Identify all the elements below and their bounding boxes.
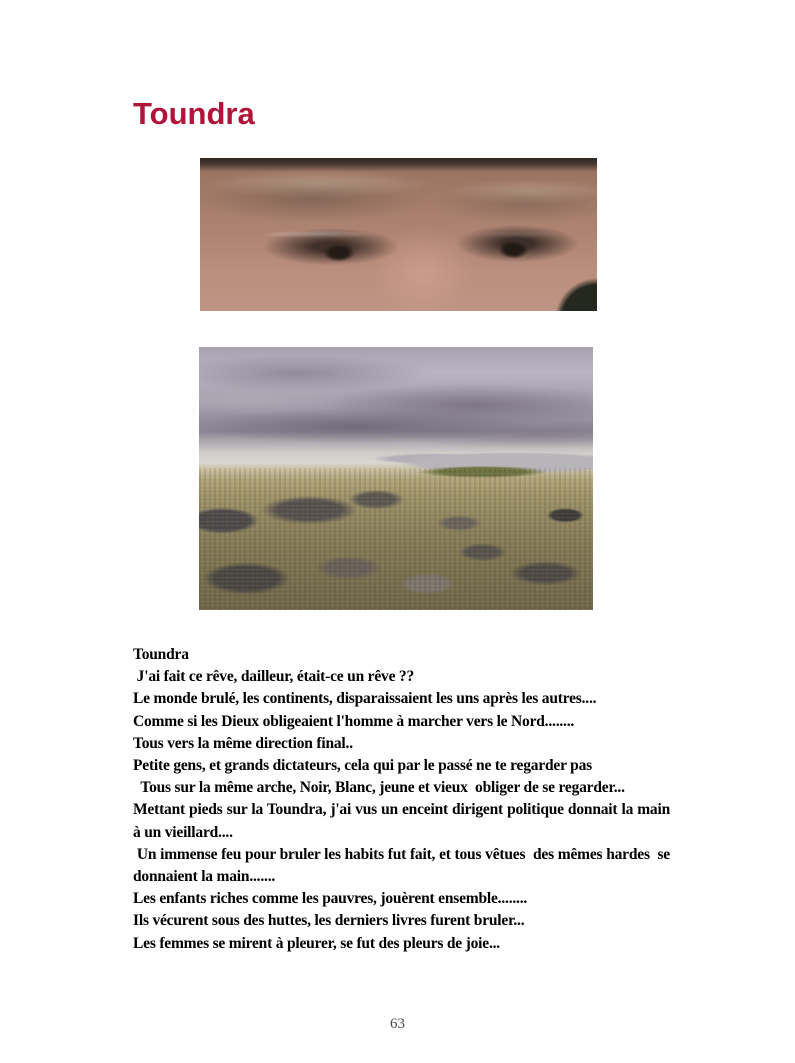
paragraph: Tous vers la même direction final.. bbox=[133, 734, 353, 752]
paragraph: J'ai fait ce rêve, dailleur, était-ce un rêve ?? bbox=[133, 668, 415, 686]
paragraph: Petite gens, et grands dictateurs, cela qui par le passé ne te regarder pas bbox=[133, 757, 592, 775]
poem-text-block bbox=[133, 644, 670, 955]
tundra-photo-art bbox=[199, 347, 593, 610]
paragraph: Les enfants riches comme les pauvres, jouèrent ensemble........ bbox=[133, 890, 528, 908]
paragraph: Ils vécurent sous des huttes, les derniers livres furent bruler... bbox=[133, 912, 525, 930]
page-title: Toundra bbox=[133, 96, 255, 131]
paragraph: Mettant pieds sur la Toundra, j'ai vus un enceint dirigent politique donnait la main à un vieillard.... bbox=[133, 801, 670, 841]
paragraph: Le monde brulé, les continents, disparaissaient les uns après les autres.... bbox=[133, 690, 597, 708]
paragraph: Comme si les Dieux obligeaient l'homme à marcher vers le Nord........ bbox=[133, 712, 575, 730]
tundra-photo bbox=[199, 347, 593, 610]
eyes-photo bbox=[200, 158, 597, 311]
paragraph: Tous sur la même arche, Noir, Blanc, jeune et vieux obliger de se regarder... bbox=[133, 779, 625, 797]
eyes-photo-art bbox=[200, 158, 597, 311]
paragraph: Toundra bbox=[133, 646, 189, 663]
page-number: 63 bbox=[390, 1016, 405, 1032]
tundra-ground-texture bbox=[199, 468, 593, 610]
paragraph: Les femmes se mirent à pleurer, se fut des pleurs de joie... bbox=[133, 934, 500, 952]
paragraph: Un immense feu pour bruler les habits fut fait, et tous vêtues des mêmes hardes se donnaient la main....... bbox=[133, 845, 670, 886]
